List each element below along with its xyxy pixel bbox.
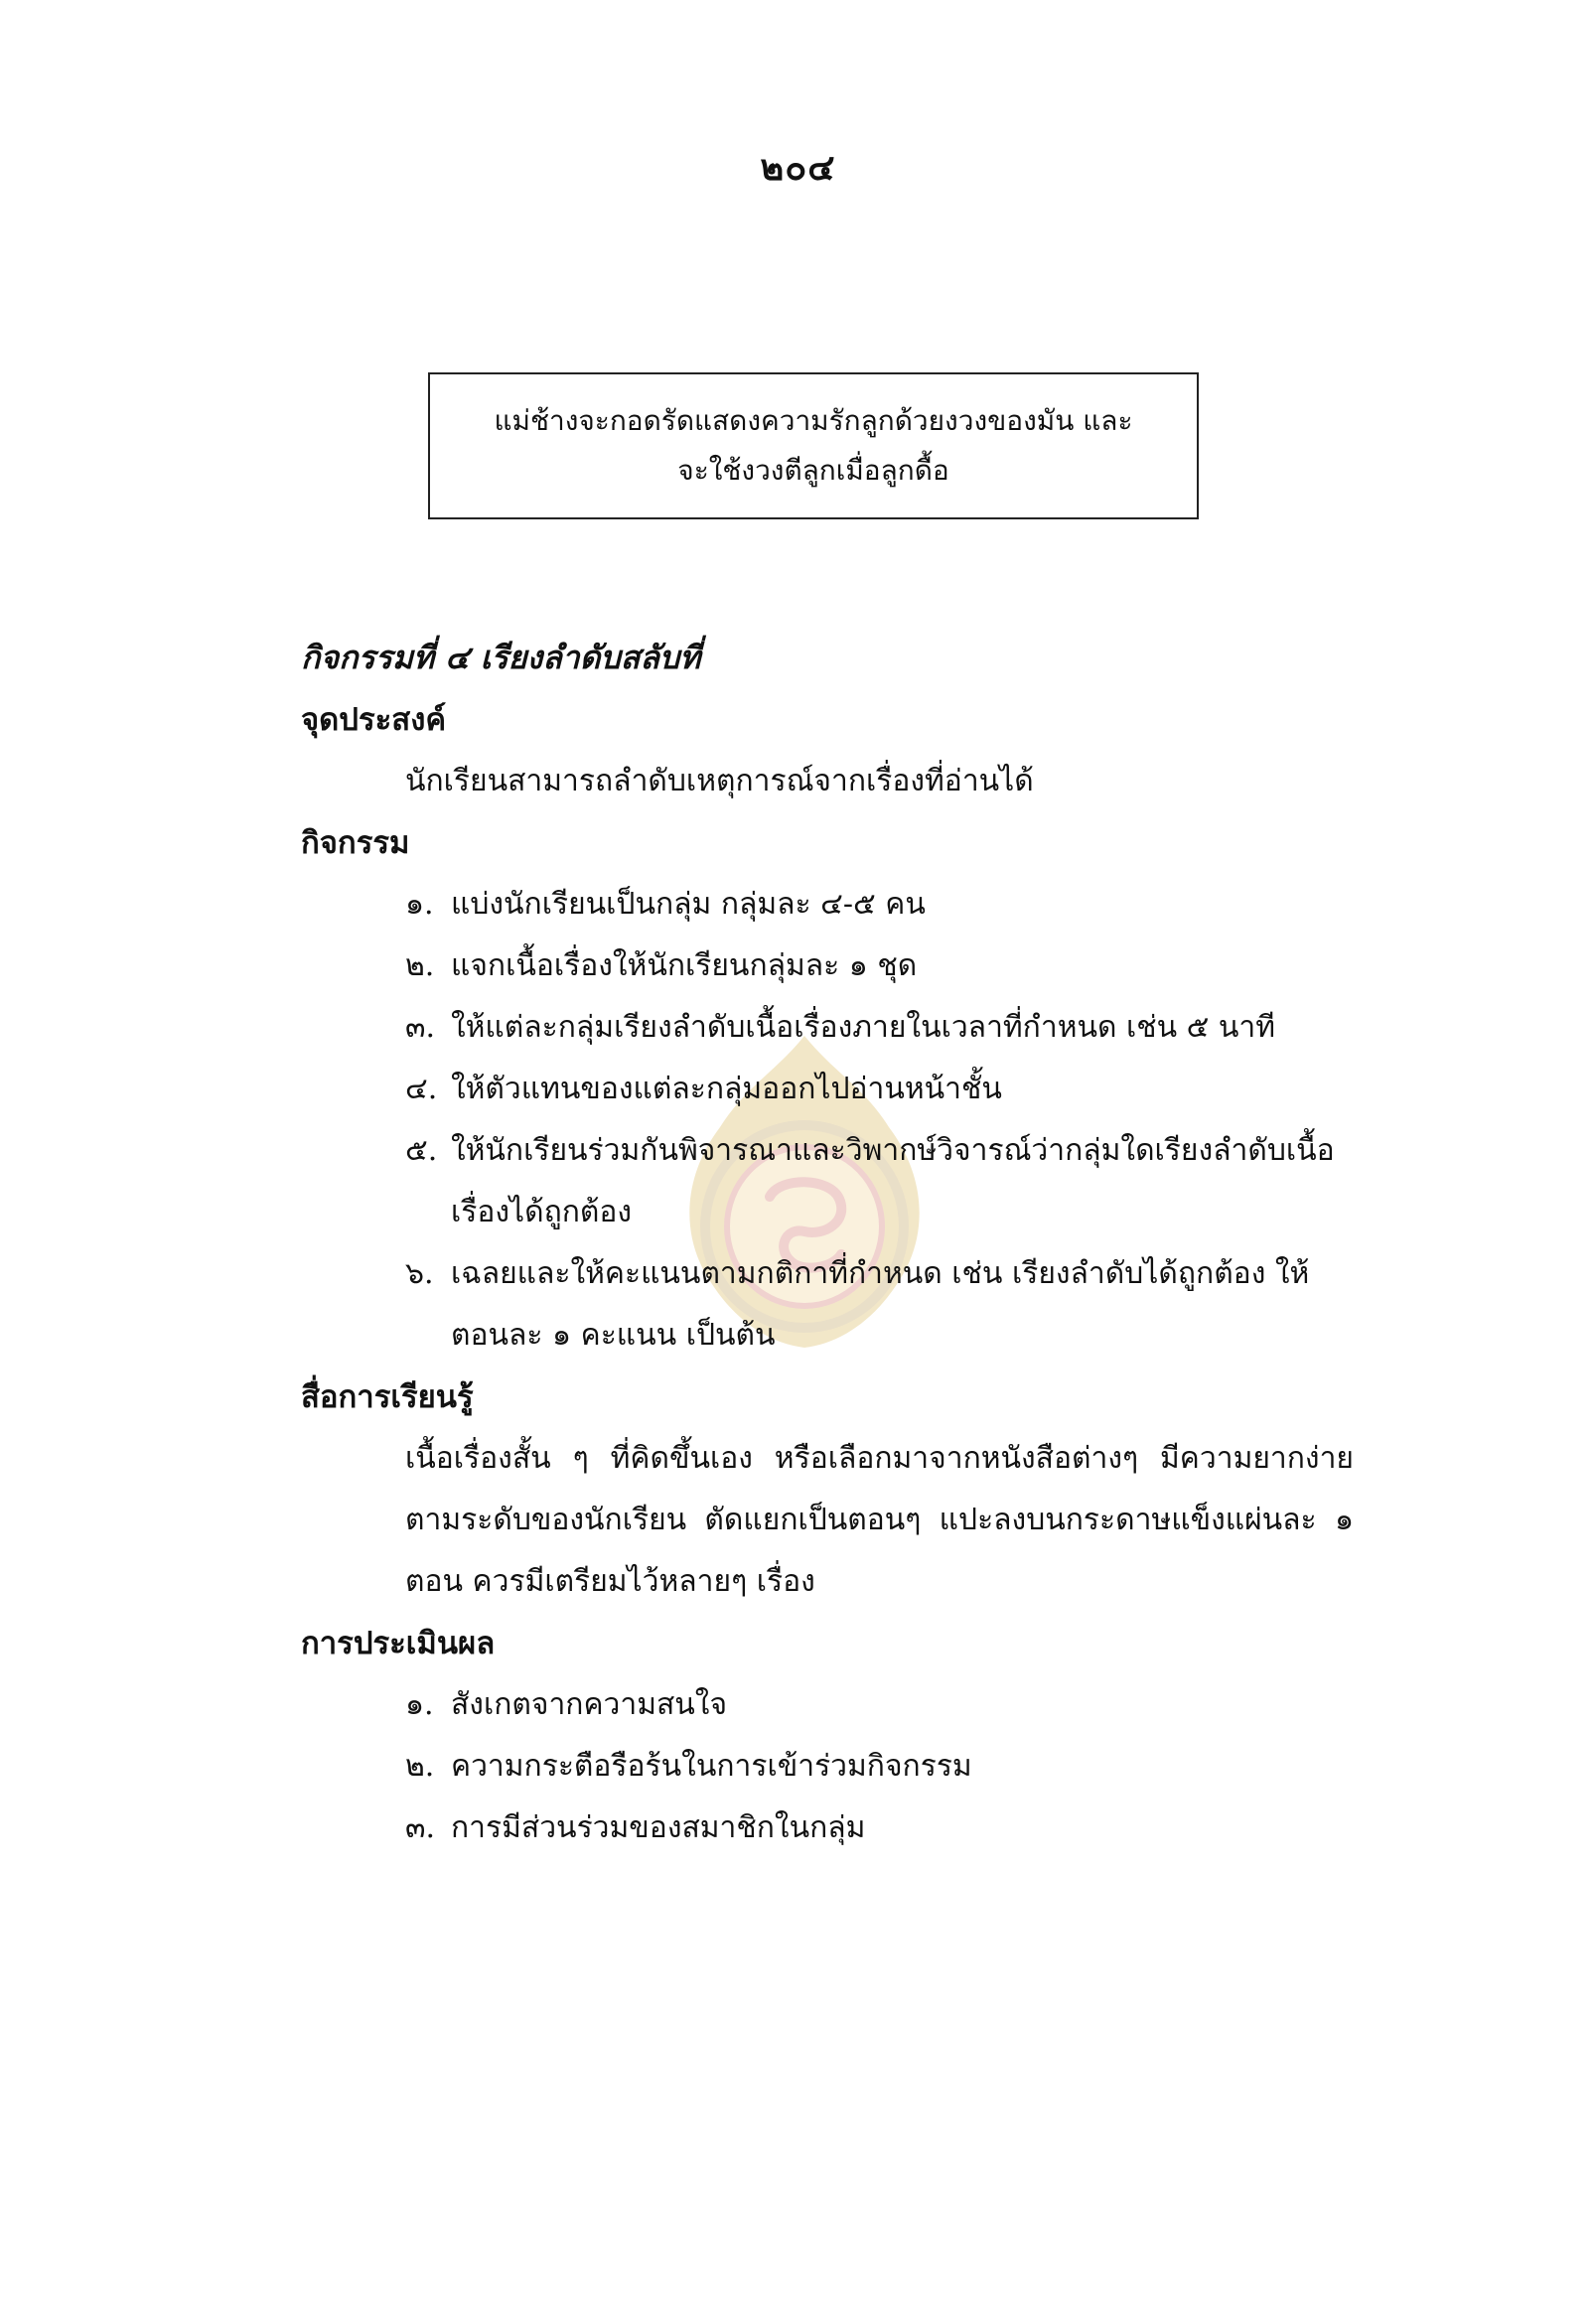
procedure-item (301, 997, 1354, 1059)
quote-line-2: จะใช้งวงตีลูกเมื่อลูกดื้อ (677, 454, 949, 487)
evaluation-item-text: การมีส่วนร่วมของสมาชิกในกลุ่ม (451, 1810, 866, 1845)
evaluation-item-number: ๑. (405, 1687, 434, 1722)
procedure-item-number: ๖. (405, 1256, 434, 1291)
procedure-item-number: ๒. (405, 948, 435, 983)
evaluation-item-number: ๒. (405, 1749, 435, 1784)
procedure-item (301, 874, 1354, 936)
procedure-item-text: ให้ตัวแทนของแต่ละกลุ่มออกไปอ่านหน้าชั้น (451, 1072, 1002, 1106)
procedure-heading: กิจกรรม (301, 825, 410, 861)
procedure-item (301, 936, 1354, 997)
evaluation-item (301, 1798, 1354, 1859)
procedure-item-text: แจกเนื้อเรื่องให้นักเรียนกลุ่มละ ๑ ชุด (451, 948, 918, 983)
procedure-item (301, 1243, 1354, 1367)
evaluation-item-text: สังเกตจากความสนใจ (451, 1687, 728, 1722)
evaluation-heading: การประเมินผล (301, 1626, 496, 1661)
activity-content (301, 626, 1354, 1859)
media-text: เนื้อเรื่องสั้น ๆ ที่คิดขึ้นเอง หรือเลือกมาจากหนังสือต่างๆ มีความยากง่ายตามระดับของนักเรียน ตัดแยกเป็นตอนๆ แปะลงบนกระดาษแข็งแผ่นละ ๑ ตอน ควรมีเตรียมไว้หลายๆ เรื่อง (405, 1441, 1354, 1599)
procedure-item-number: ๔. (405, 1072, 438, 1106)
procedure-item-number: ๑. (405, 887, 434, 922)
activity-title: กิจกรรมที่ ๔ เรียงลำดับสลับที่ (301, 639, 701, 676)
evaluation-item (301, 1674, 1354, 1736)
procedure-item-text: แบ่งนักเรียนเป็นกลุ่ม กลุ่มละ ๔-๕ คน (451, 887, 926, 922)
objective-text: นักเรียนสามารถลำดับเหตุการณ์จากเรื่องที่อ่านได้ (405, 764, 1034, 798)
evaluation-item-number: ๓. (405, 1810, 436, 1845)
media-heading: สื่อการเรียนรู้ (301, 1379, 474, 1415)
procedure-item-number: ๓. (405, 1010, 436, 1045)
objective-heading: จุดประสงค์ (301, 702, 447, 738)
procedure-item-text: ให้นักเรียนร่วมกันพิจารณาและวิพากษ์วิจารณ์ว่ากลุ่มใดเรียงลำดับเนื้อเรื่องได้ถูกต้อง (451, 1133, 1335, 1229)
evaluation-item-text: ความกระตือรือร้นในการเข้าร่วมกิจกรรม (451, 1749, 972, 1784)
quote-line-1: แม่ช้างจะกอดรัดแสดงความรักลูกด้วยงวงของมัน และ (494, 404, 1133, 437)
evaluation-item (301, 1736, 1354, 1798)
procedure-item (301, 1120, 1354, 1243)
page-number: ๒๐๔ (760, 147, 836, 189)
quote-box (428, 372, 1199, 519)
procedure-item-number: ๕. (405, 1133, 438, 1168)
procedure-item-text: ให้แต่ละกลุ่มเรียงลำดับเนื้อเรื่องภายในเวลาที่กำหนด เช่น ๕ นาที (451, 1010, 1276, 1045)
procedure-item (301, 1059, 1354, 1120)
procedure-item-text: เฉลยและให้คะแนนตามกติกาที่กำหนด เช่น เรียงลำดับได้ถูกต้อง ให้ตอนละ ๑ คะแนน เป็นต้น (451, 1256, 1310, 1353)
